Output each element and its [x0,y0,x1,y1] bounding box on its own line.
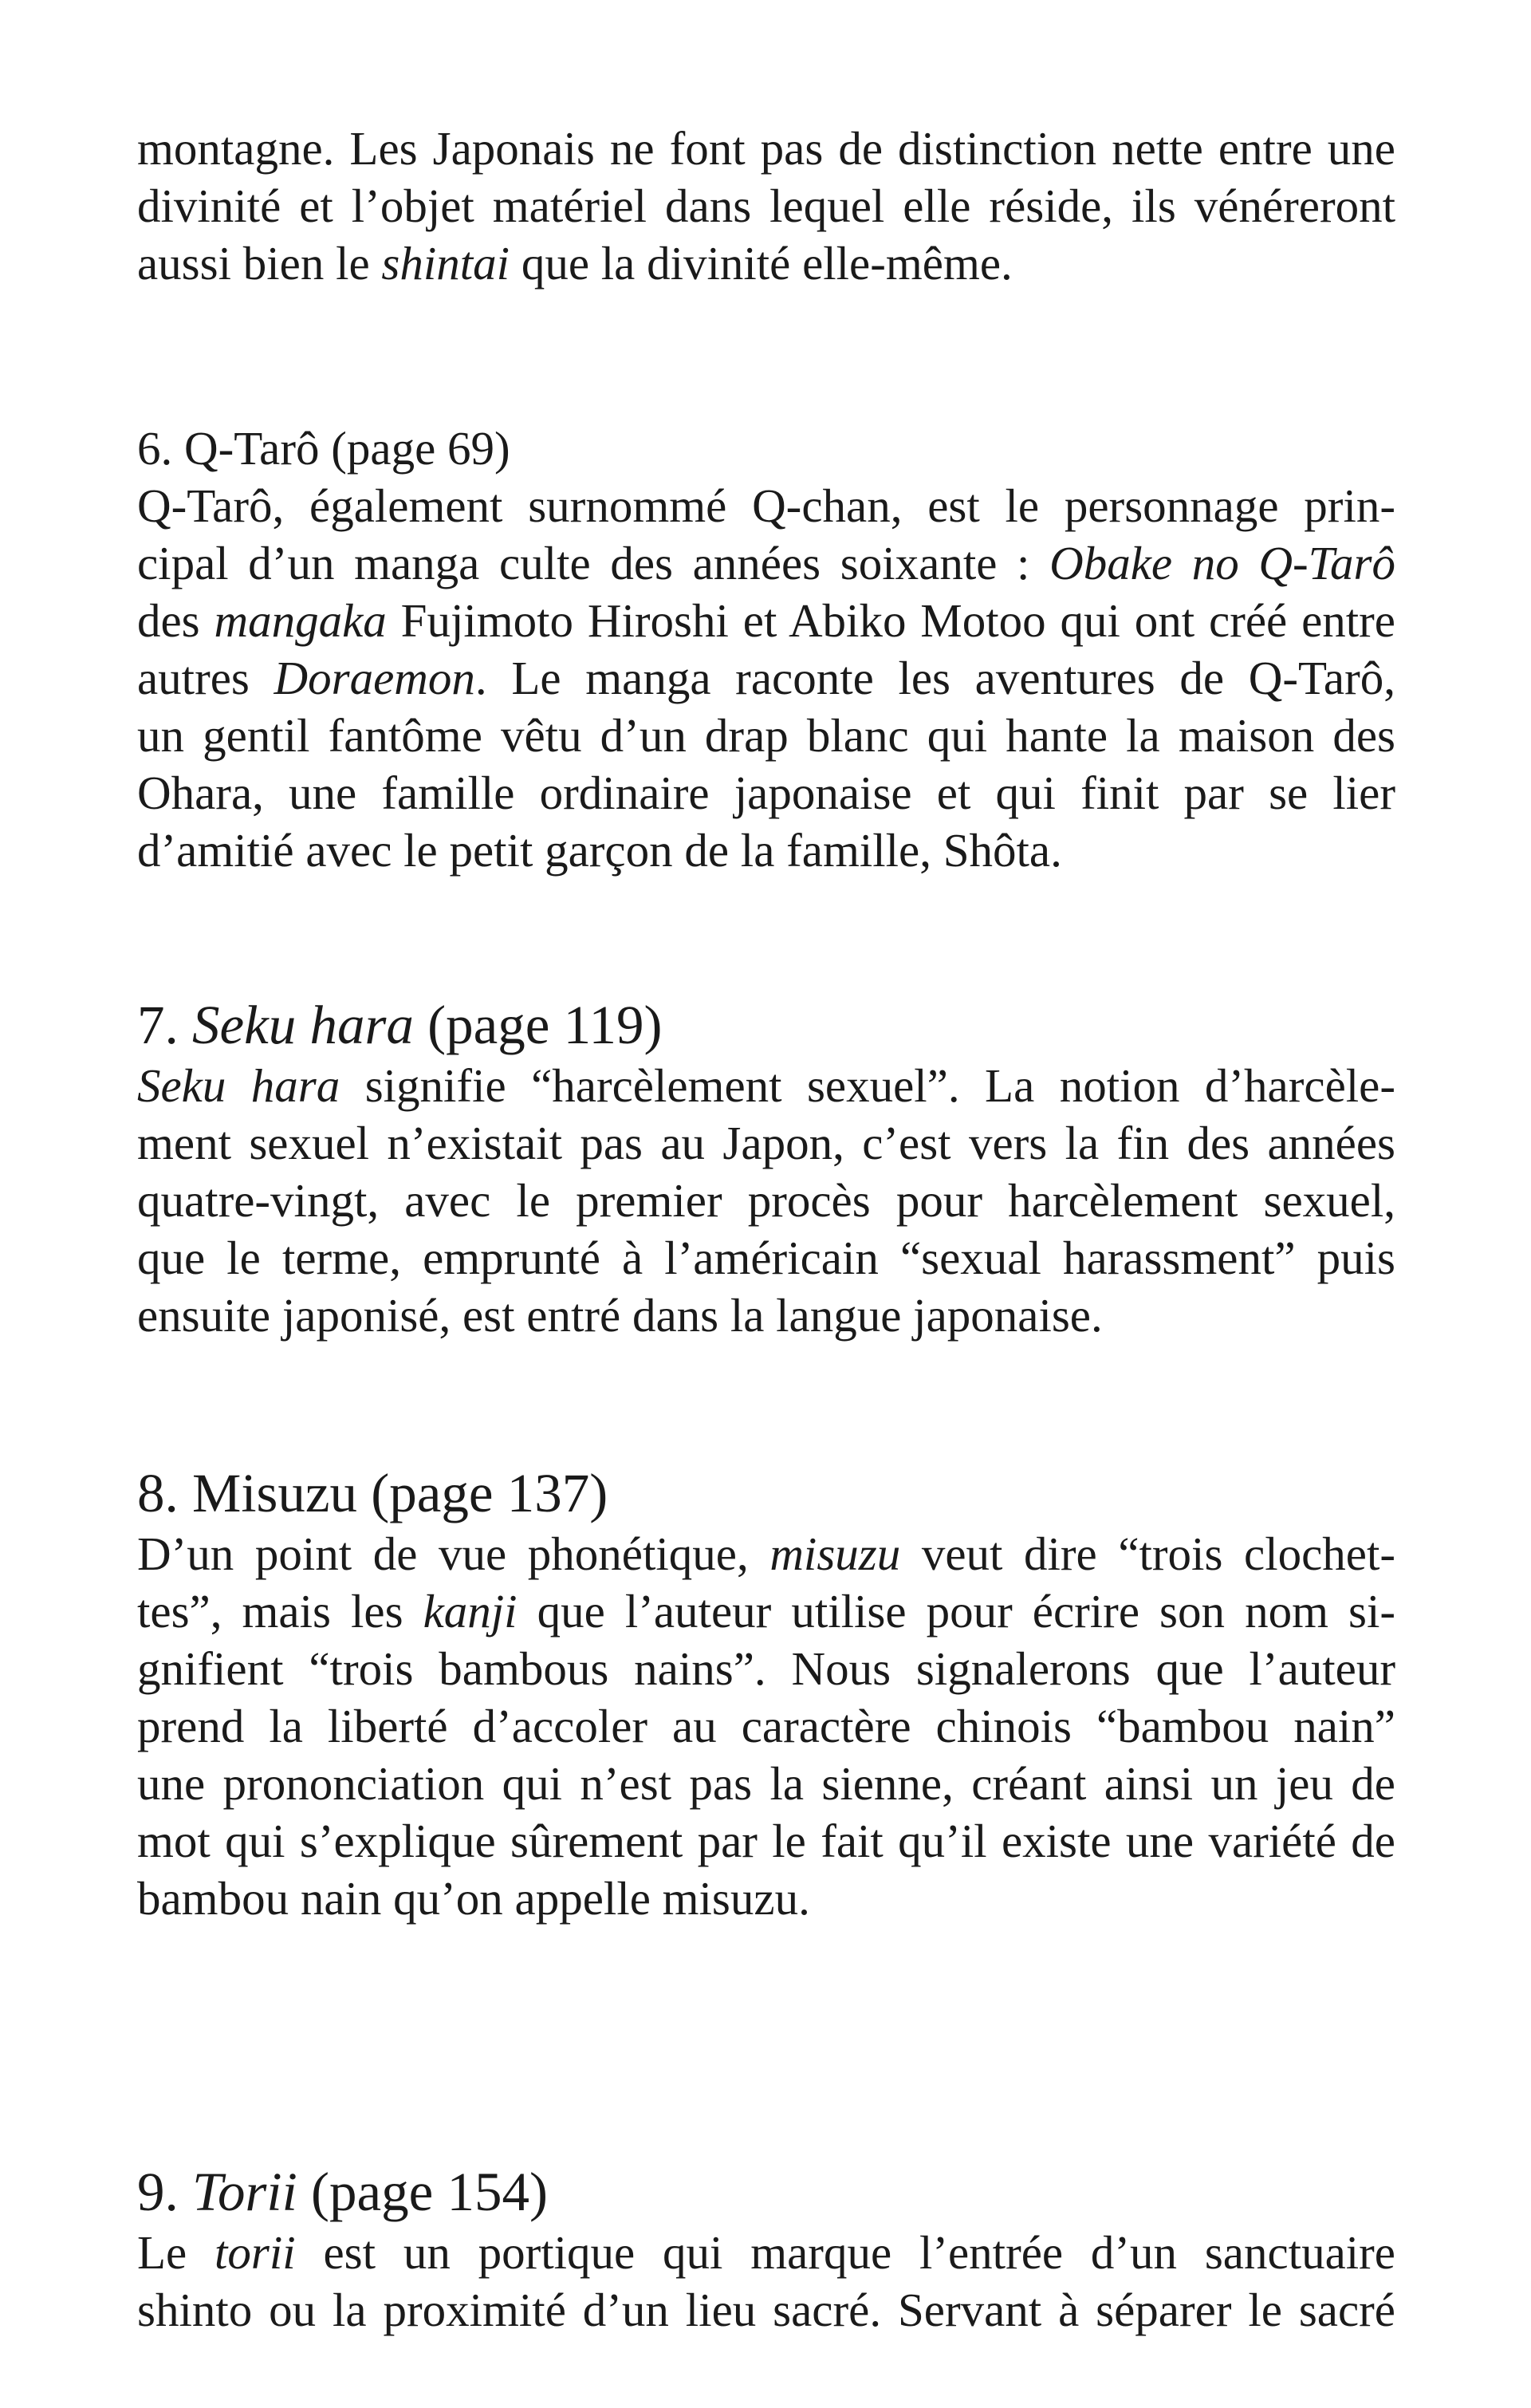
text-run [179,995,192,1055]
text-line [137,234,1395,292]
note-body [137,1525,1395,1927]
text-run: prend la liberté d’accoler au caractère chinois “bambou nain” [137,1700,1395,1752]
text-run: (page 119) [413,995,663,1055]
text-line [137,707,1395,764]
text-line [137,534,1395,592]
note-title [179,2162,548,2222]
text-line [137,1812,1395,1870]
text-line [137,592,1395,649]
note-number: 9. [137,2162,179,2222]
note-number: 8. [137,1463,179,1523]
text-line [137,177,1395,234]
text-run: des [137,594,214,647]
note-title [172,422,510,475]
text-run: divinité et l’objet matériel dans lequel elle réside, ils vénéreront [137,179,1395,232]
text-run: mot qui s’explique sûrement par le fait qu’il existe une variété de [137,1815,1395,1867]
text-line [137,1057,1395,1114]
note-heading [137,1461,1395,1525]
note-heading [137,993,1395,1057]
text-run: Misuzu (page 137) [178,1463,608,1523]
note-body [137,1057,1395,1344]
note-section-8 [137,1461,1395,1927]
text-line [137,2281,1395,2339]
text-line [137,1755,1395,1812]
text-line [137,1114,1395,1172]
text-run: une prononciation qui n’est pas la sienne, créant ainsi un jeu de [137,1757,1395,1810]
text-line [137,2224,1395,2281]
text-run: un gentil fantôme vêtu d’un drap blanc qui hante la maison des [137,709,1395,762]
text-run: signifie “harcèlement sexuel”. La notion d’harcèle- [340,1059,1395,1112]
text-line [137,1172,1395,1229]
note-body [137,477,1395,879]
text-run: Le [137,2226,215,2279]
text-run: est un portique qui marque l’entrée d’un sanctuaire [295,2226,1395,2279]
text-run: d’amitié avec le petit garçon de la famille, Shôta. [137,824,1062,877]
text-line [137,120,1395,177]
text-run: veut dire “trois clochet- [900,1527,1395,1580]
text-run: D’un point de vue phonétique, [137,1527,770,1580]
intro-paragraph [137,120,1395,292]
text-run: que le terme, emprunté à l’américain “sexual harassment” puis [137,1232,1395,1284]
note-heading [137,420,1395,477]
intro-text [137,120,1395,292]
note-section-6 [137,420,1395,879]
text-run: cipal d’un manga culte des années soixante : [137,537,1050,589]
text-line [137,1525,1395,1582]
note-number: 7. [137,995,179,1055]
text-run: quatre-vingt, avec le premier procès pour harcèlement sexuel, [137,1174,1395,1227]
text-line [137,1640,1395,1697]
text-run: Q-Tarô (page 69) [172,422,510,475]
text-line [137,1582,1395,1640]
text-run [179,2162,192,2222]
italic-text: torii [214,2226,296,2279]
italic-text: mangaka [214,594,387,647]
text-line [137,822,1395,879]
text-run: que la divinité elle-même. [510,237,1013,290]
text-run: shinto ou la proximité d’un lieu sacré. Servant à séparer le sacré [137,2284,1395,2336]
italic-text: kanji [423,1585,518,1638]
note-section-9 [137,2160,1395,2339]
text-line [137,1697,1395,1755]
italic-text: Obake no Q-Tarô [1049,537,1395,589]
text-run: ment sexuel n’existait pas au Japon, c’est vers la fin des années [137,1117,1395,1169]
text-run: autres [137,652,274,704]
text-run: . Le manga raconte les aventures de Q-Tarô, [474,652,1396,704]
note-title [179,995,663,1055]
text-run: que l’auteur utilise pour écrire son nom si- [517,1585,1395,1638]
text-run: (page 154) [297,2162,548,2222]
text-line [137,1287,1395,1344]
text-run: Q-Tarô, également surnommé Q-chan, est le personnage prin- [137,479,1395,532]
text-run: aussi bien le [137,237,382,290]
italic-text: shintai [381,237,510,290]
note-section-7 [137,993,1395,1344]
text-line [137,764,1395,822]
text-run: Ohara, une famille ordinaire japonaise et qui finit par se lier [137,767,1395,819]
text-line [137,649,1395,707]
italic-text: Torii [192,2162,297,2222]
note-title [179,1463,608,1523]
text-run: ensuite japonisé, est entré dans la langue japonaise. [137,1289,1103,1342]
note-heading [137,2160,1395,2224]
italic-text: misuzu [769,1527,901,1580]
italic-text: Seku hara [192,995,414,1055]
text-line [137,1870,1395,1927]
note-body [137,2224,1395,2339]
text-run: gnifient “trois bambous nains”. Nous signalerons que l’auteur [137,1642,1395,1695]
italic-text: Seku hara [137,1059,340,1112]
text-run: bambou nain qu’on appelle misuzu. [137,1872,810,1925]
text-line [137,1229,1395,1287]
text-run: tes”, mais les [137,1585,423,1638]
note-number: 6. [137,422,173,475]
text-line [137,477,1395,534]
italic-text: Doraemon [274,652,475,704]
text-run: Fujimoto Hiroshi et Abiko Motoo qui ont créé entre [386,594,1395,647]
text-run: montagne. Les Japonais ne font pas de distinction nette entre une [137,122,1395,175]
